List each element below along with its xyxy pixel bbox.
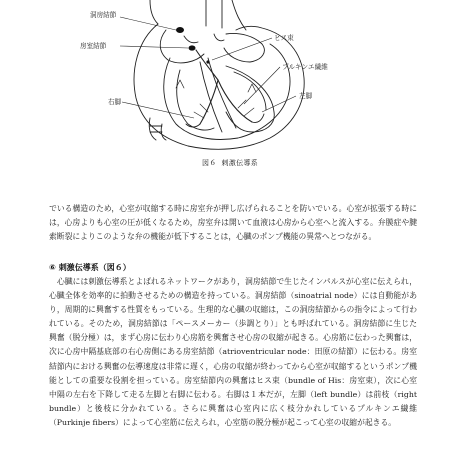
figure-caption	[0, 158, 460, 168]
paragraph-2	[49, 275, 417, 430]
caption-number: 図６	[201, 159, 217, 167]
caption-title: 刺激伝導系	[221, 159, 259, 167]
label-atrioventricular-node: 房室結節	[80, 42, 107, 50]
label-right-bundle: 右脚	[108, 98, 122, 106]
section-number: ⑥	[49, 263, 56, 272]
sinoatrial-node	[176, 27, 184, 33]
conduction-system-figure	[0, 0, 460, 160]
label-purkinje-fibers: プルキンエ繊維	[282, 63, 328, 71]
conduction-nodes	[176, 27, 210, 64]
paragraph-2-text: 心臓には刺激伝導系とよばれるネットワークがあり，洞房結節で生じたインパルスが心室に伝えられ，心臓全体を効率的に拍動させるための構造を持っている。洞房結節（sinoatrial node）には自動能があり，周期的に興奮する性質をもっている。生理的な心臓の収縮は，この洞房結節からの指令によって行われている。そのため，洞房結節は「ペースメーカー（歩調とり）」とも呼ばれている。洞房結節に生じた興奮（脱分極）は，まず心房に伝わり心房筋を興奮させ心房の収縮が起きる。心房筋に伝わった興奮は，次に心房中隔基底部の右心房側にある房室結節（atrioventricular node：田原の結節）に伝わる。房室結節内における興奮の伝導速度は非常に遅く，心房の収縮が終わってから心室が収縮するというポンプ機能としての重要な役割を担っている。房室結節内の興奮はヒス束（bundle of His：房室束），次に心室中隔の左右を下降して走る左脚と右脚に伝わる。右脚は１本だが，左脚（left bundle）は前枝（right bundle）と後枝に分かれている。さらに興奮は心室内に広く枝分かれしているプルキンエ繊維（Purkinje fibers）によって心室筋に伝えられ，心室筋の脱分極が起こって心室の収縮が起きる。	[49, 277, 417, 427]
paragraph-1	[49, 202, 417, 244]
atrioventricular-node	[189, 45, 196, 50]
label-sinoatrial-node: 洞房結節	[90, 11, 117, 19]
section-heading	[49, 262, 131, 273]
paragraph-1-text: でいる構造のため，心室が収縮する時に房室弁が押し広げられることを防いでいる。心室が拡張する時には，心房よりも心室の圧が低くなるため，房室弁は開いて血液は心房から心室へと流入する。弁膜症や腱索断裂によりこのような弁の機能が低下することは，心臓のポンプ機能の異常へとつながる。	[49, 204, 417, 242]
heart-illustration	[0, 0, 460, 160]
section-title: 刺激伝導系（図６）	[58, 263, 131, 272]
his-bundle-mark	[206, 60, 209, 63]
label-his-bundle: ヒス束	[274, 34, 294, 42]
label-left-bundle: 左脚	[299, 92, 313, 100]
